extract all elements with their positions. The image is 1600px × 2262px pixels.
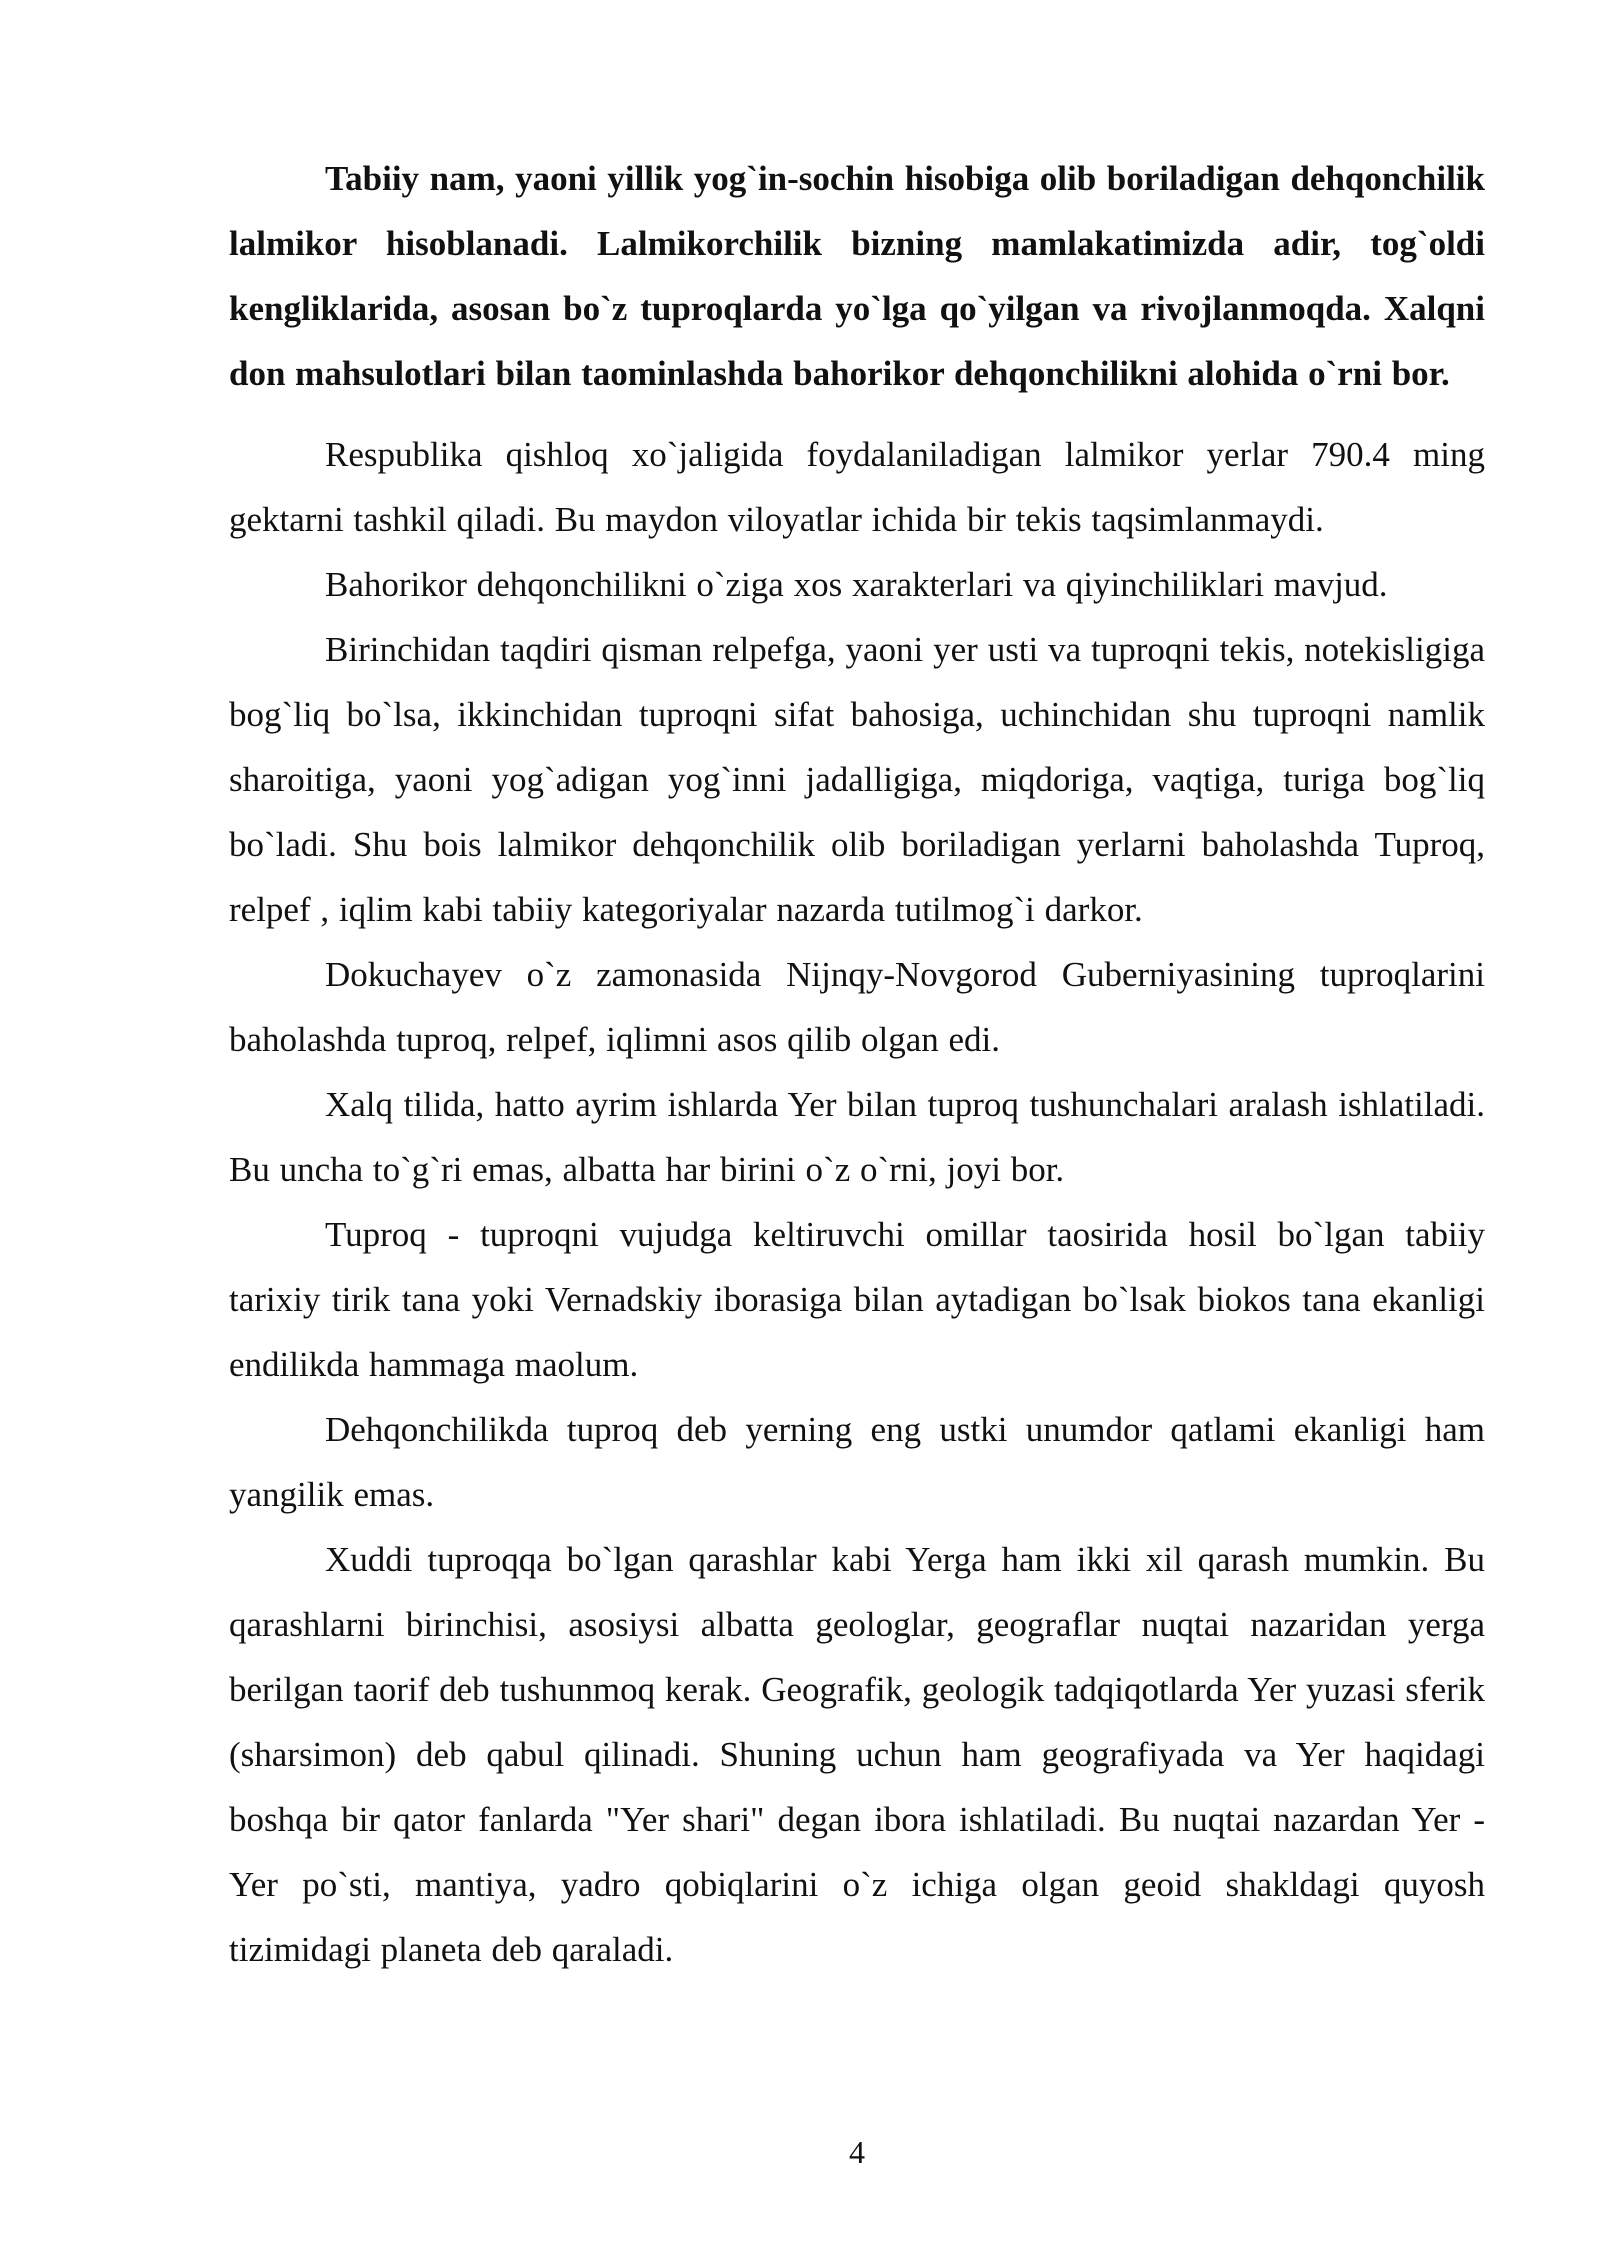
paragraph-gap bbox=[229, 406, 1485, 422]
page-number: 4 bbox=[849, 2134, 865, 2170]
paragraph-dokuchayev: Dokuchayev o`z zamonasida Nijnqy-Novgorod Guberniyasining tuproqlarini baholashda tuproq, relpef, iqlimni asos qilib olgan edi. bbox=[229, 955, 1485, 1059]
intro-paragraph: Tabiiy nam, yaoni yillik yog`in-sochin hisobiga olib boriladigan dehqonchilik lalmikor hisoblanadi. Lalmikorchilik bizning mamlakatimizda adir, tog`oldi kengliklarida, asosan bo`z tuproqlarda yo`lga qo`yilgan va rivojlanmoqda. Xalqni don mahsulotlari bilan taominlashda bahorikor dehqonchilikni alohida o`rni bor. bbox=[229, 159, 1485, 393]
paragraph-earth-views: Xuddi tuproqqa bo`lgan qarashlar kabi Yerga ham ikki xil qarash mumkin. Bu qarashlarni birinchisi, asosiysi albatta geologlar, geograflar nuqtai nazaridan yerga berilgan taorif deb tushunmoq kerak. Geografik, geologik tadqiqotlarda Yer yuzasi sferik (sharsimon) deb qabul qilinadi. Shuning uchun ham geografiyada va Yer haqidagi boshqa bir qator fanlarda "Yer shari" degan ibora ishlatiladi. Bu nuqtai nazardan Yer - Yer po`sti, mantiya, yadro qobiqlarini o`z ichiga olgan geoid shakldagi quyosh tizimidagi planeta deb qaraladi. bbox=[229, 1540, 1485, 1969]
paragraph-soil-definition: Tuproq - tuproqni vujudga keltiruvchi omillar taosirida hosil bo`lgan tabiiy tarixiy tirik tana yoki Vernadskiy iborasiga bilan aytadigan bo`lsak biokos tana ekanligi endilikda hammaga maolum. bbox=[229, 1215, 1485, 1384]
paragraph-folk-language: Xalq tilida, hatto ayrim ishlarda Yer bilan tuproq tushunchalari aralash ishlatiladi. Bu uncha to`g`ri emas, albatta har birini o`z o`rni, joyi bor. bbox=[229, 1085, 1485, 1189]
paragraph-factors: Birinchidan taqdiri qisman relpefga, yaoni yer usti va tuproqni tekis, notekisligiga bog`liq bo`lsa, ikkinchidan tuproqni sifat bahosiga, uchinchidan shu tuproqni namlik sharoitiga, yaoni yog`adigan yog`inni jadalligiga, miqdoriga, vaqtiga, turiga bog`liq bo`ladi. Shu bois lalmikor dehqonchilik olib boriladigan yerlarni baholashda Tuproq, relpef , iqlim kabi tabiiy kategoriyalar nazarda tutilmog`i darkor. bbox=[229, 630, 1485, 929]
document-page bbox=[229, 146, 1485, 1982]
paragraph-lalmikor-area: Respublika qishloq xo`jaligida foydalaniladigan lalmikor yerlar 790.4 ming gektarni tashkil qiladi. Bu maydon viloyatlar ichida bir tekis taqsimlanmaydi. bbox=[229, 435, 1485, 539]
paragraph-fertile-layer: Dehqonchilikda tuproq deb yerning eng ustki unumdor qatlami ekanligi ham yangilik emas. bbox=[229, 1410, 1485, 1514]
paragraph-bahorikor-features: Bahorikor dehqonchilikni o`ziga xos xarakterlari va qiyinchiliklari mavjud. bbox=[325, 565, 1388, 604]
